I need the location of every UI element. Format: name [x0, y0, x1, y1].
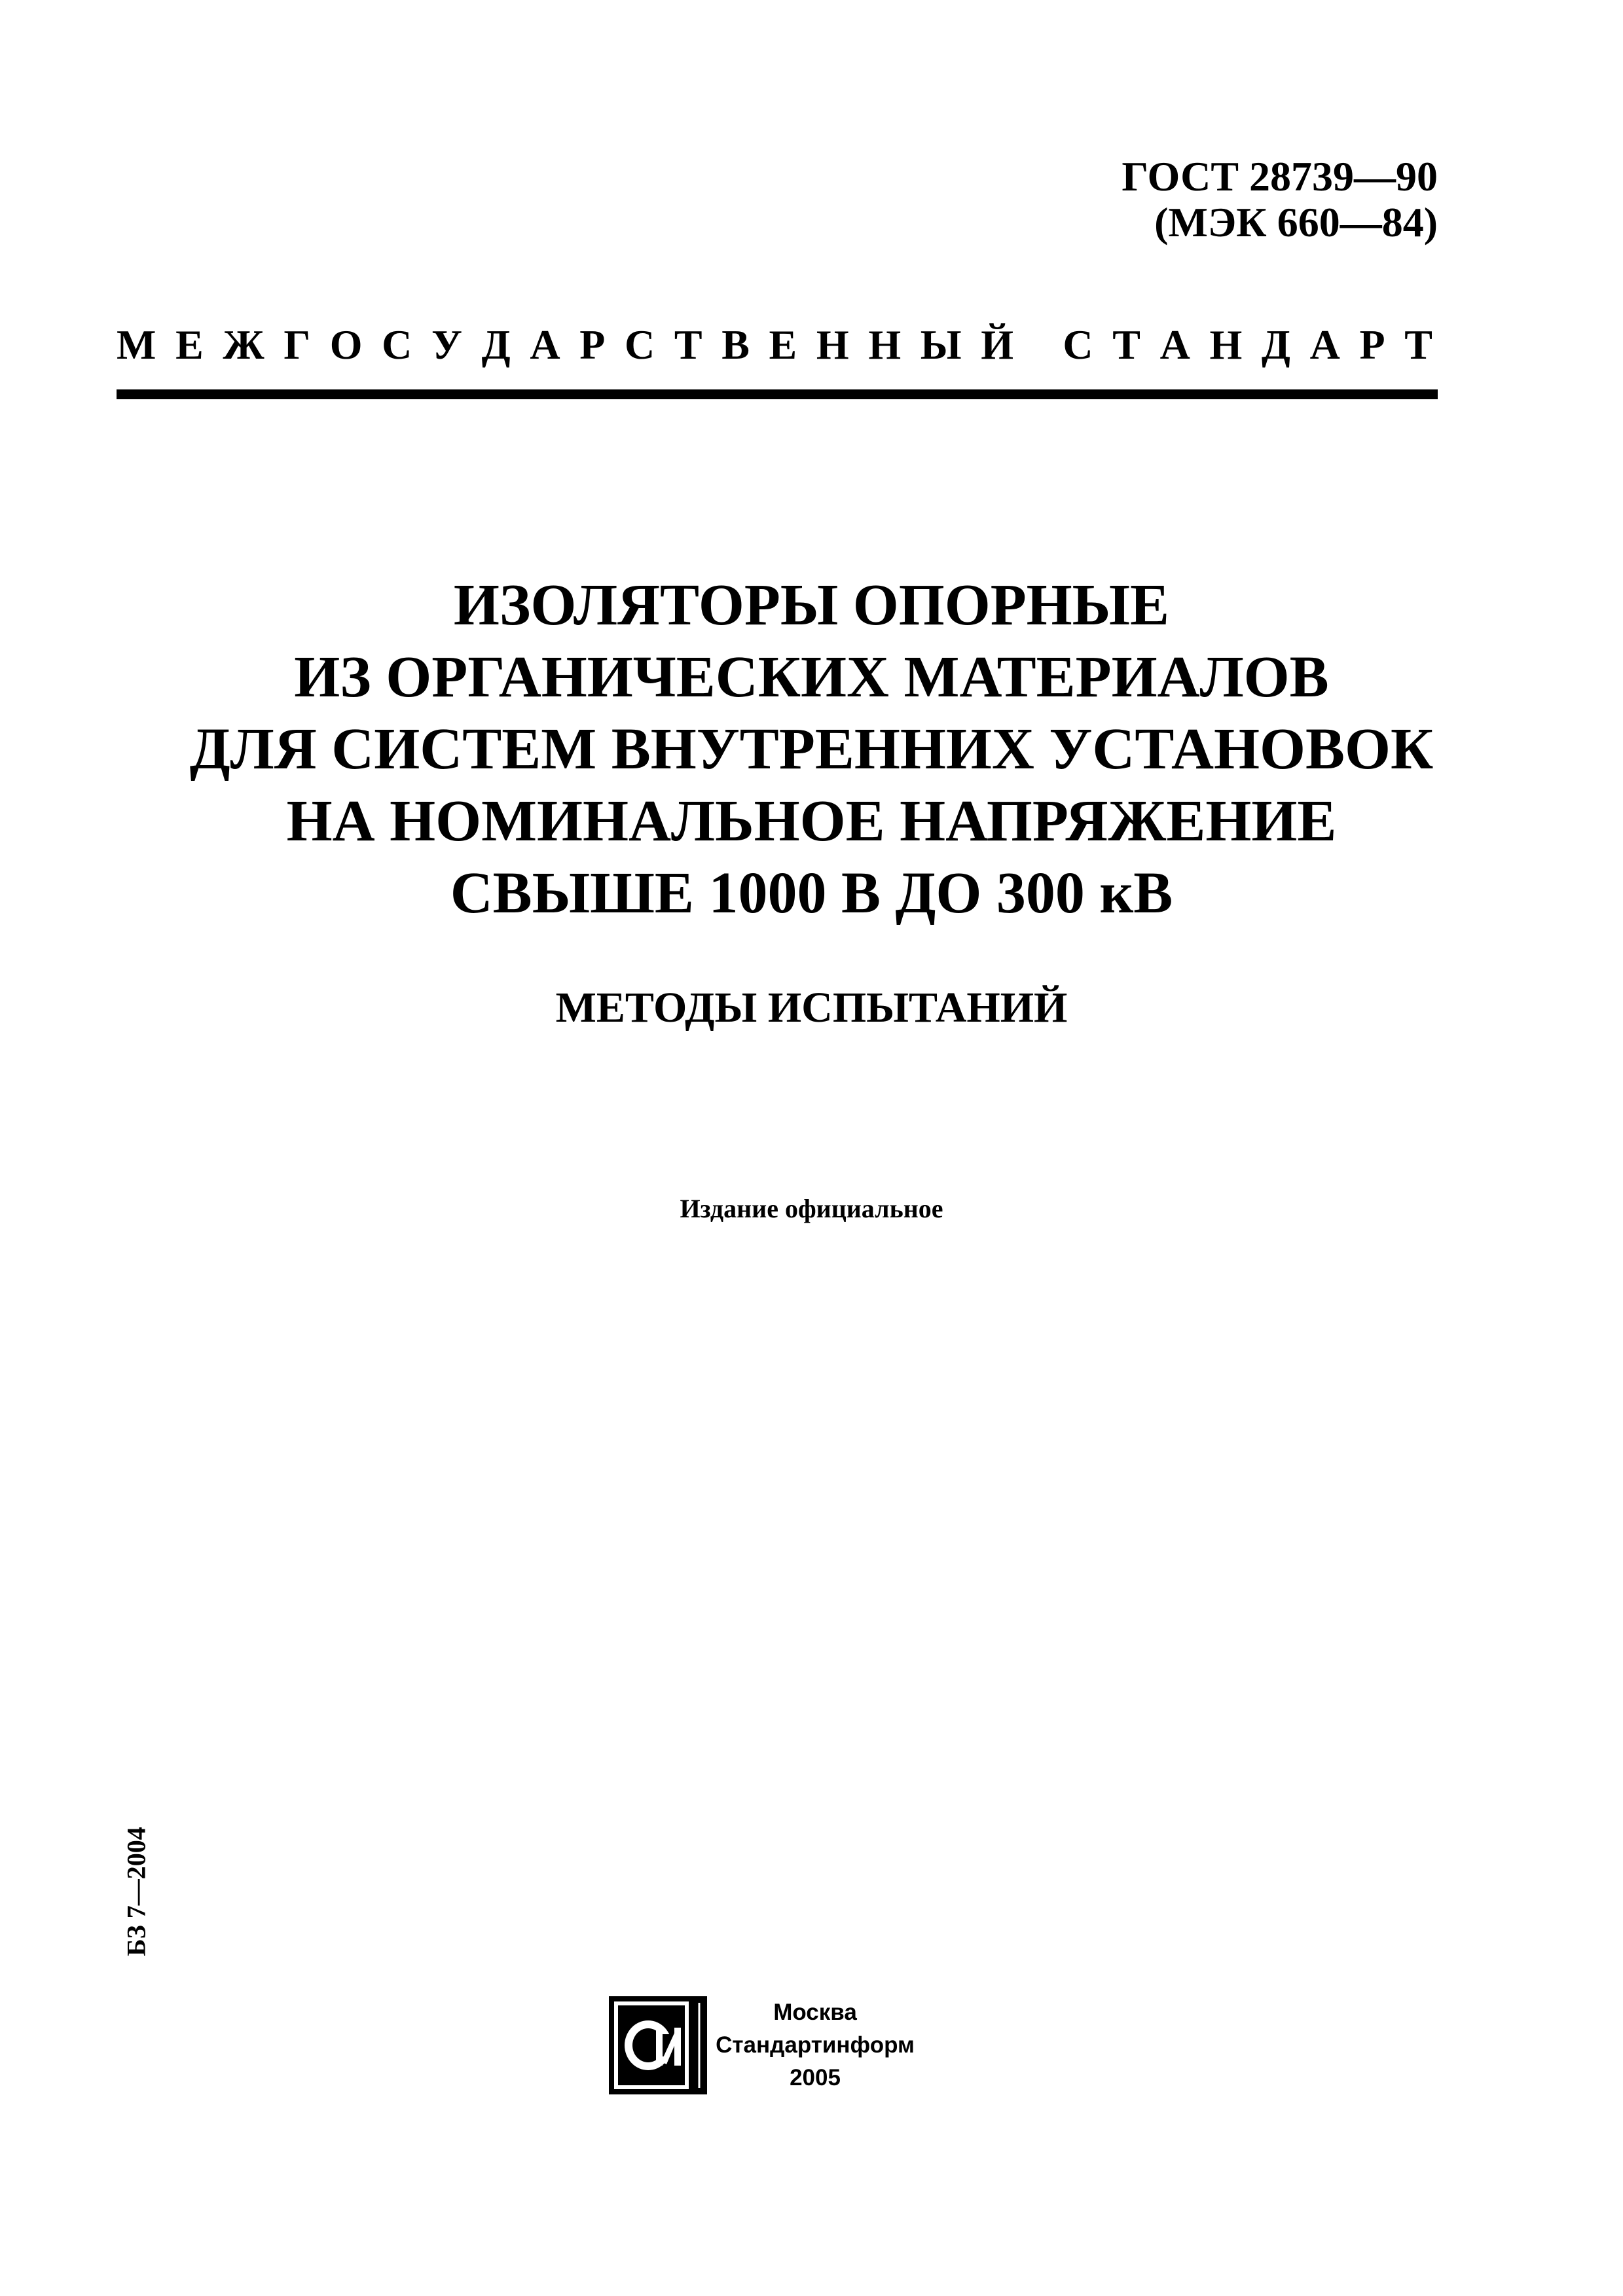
publisher-name: Стандартинформ	[716, 2032, 915, 2058]
heading-letter: В	[721, 321, 750, 368]
heading-letter: М	[117, 321, 156, 368]
document-code-block	[1122, 154, 1438, 245]
heading-letter: Е	[175, 321, 204, 368]
header-divider	[117, 389, 1438, 399]
publisher-city: Москва	[773, 2000, 857, 2025]
publisher-year: 2005	[790, 2065, 841, 2090]
heading-letter: Д	[481, 321, 511, 368]
heading-letter: А	[1309, 321, 1340, 368]
heading-letter: С	[1063, 321, 1093, 368]
heading-letter: Н	[1209, 321, 1243, 368]
title-line-5: СВЫШЕ 1000 В ДО 300 кВ	[450, 861, 1173, 925]
heading-letter: Ж	[223, 321, 264, 368]
edition-label: Издание официальное	[680, 1194, 943, 1223]
bz-code: БЗ 7—2004	[121, 1827, 151, 1956]
title-line-1: ИЗОЛЯТОРЫ ОПОРНЫЕ	[453, 573, 1170, 637]
document-title	[0, 569, 1623, 929]
heading-letter: Е	[769, 321, 797, 368]
publisher-info	[707, 1996, 923, 2094]
gost-number: ГОСТ 28739—90	[1122, 153, 1438, 200]
heading-letter: Ы	[920, 321, 962, 368]
heading-letter: Н	[816, 321, 849, 368]
heading-letter: Т	[1404, 321, 1432, 368]
heading-letter: А	[1159, 321, 1190, 368]
heading-letter: Т	[674, 321, 702, 368]
title-line-3: ДЛЯ СИСТЕМ ВНУТРЕННИХ УСТАНОВОК	[189, 717, 1434, 781]
heading-letter: С	[382, 321, 412, 368]
heading-letter: Р	[579, 321, 606, 368]
heading-letter: О	[329, 321, 363, 368]
heading-letter: Д	[1261, 321, 1290, 368]
heading-letter: Й	[981, 321, 1014, 368]
interstate-standard-heading	[117, 322, 1432, 368]
iec-number: (МЭК 660—84)	[1154, 199, 1438, 245]
standartinform-logo-icon	[609, 1996, 707, 2094]
heading-word-gap	[1033, 322, 1044, 368]
heading-letter: Р	[1359, 321, 1385, 368]
heading-letter: С	[624, 321, 655, 368]
title-line-4: НА НОМИНАЛЬНОЕ НАПРЯЖЕНИЕ	[286, 789, 1337, 853]
heading-letter: Н	[868, 321, 902, 368]
heading-letter: А	[530, 321, 560, 368]
heading-letter: Т	[1112, 321, 1140, 368]
heading-letter: У	[431, 321, 462, 368]
title-line-2: ИЗ ОРГАНИЧЕСКИХ МАТЕРИАЛОВ	[294, 645, 1329, 709]
heading-letter: Г	[283, 321, 311, 368]
document-subtitle: МЕТОДЫ ИСПЫТАНИЙ	[555, 984, 1068, 1031]
